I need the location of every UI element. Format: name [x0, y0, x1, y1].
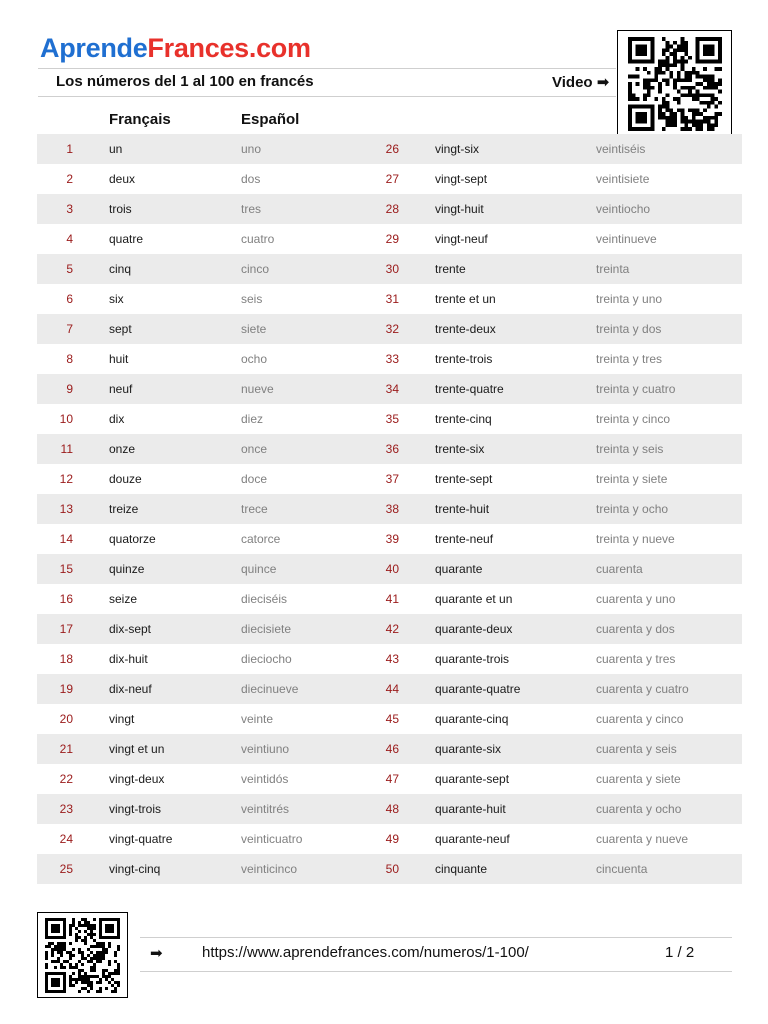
number-left: 24	[59, 832, 73, 846]
qr-code-icon	[45, 918, 120, 993]
french-word-right: vingt-huit	[435, 202, 484, 216]
table-row	[37, 854, 742, 884]
number-right: 31	[385, 292, 399, 306]
french-word-right: quarante-huit	[435, 802, 506, 816]
spanish-word-left: once	[241, 442, 268, 456]
column-header-spanish: Español	[241, 111, 300, 128]
number-right: 41	[385, 592, 399, 606]
french-word-right: trente-trois	[435, 352, 493, 366]
spanish-word-right: treinta y ocho	[596, 502, 669, 516]
number-right: 42	[385, 622, 399, 636]
french-word-right: cinquante	[435, 862, 488, 876]
number-left: 25	[59, 862, 73, 876]
number-left: 5	[66, 262, 73, 276]
french-word-right: trente-deux	[435, 322, 496, 336]
french-word-right: quarante-sept	[435, 772, 510, 786]
spanish-word-left: siete	[241, 322, 267, 336]
french-word-left: neuf	[109, 382, 133, 396]
number-left: 7	[66, 322, 73, 336]
spanish-word-left: diez	[241, 412, 264, 426]
spanish-word-right: treinta y cinco	[596, 412, 671, 426]
number-left: 16	[59, 592, 73, 606]
french-word-left: deux	[109, 172, 136, 186]
spanish-word-left: doce	[241, 472, 268, 486]
number-left: 10	[59, 412, 73, 426]
spanish-word-right: cuarenta y siete	[596, 772, 681, 786]
spanish-word-right: treinta y tres	[596, 352, 663, 366]
number-left: 17	[59, 622, 73, 636]
french-word-right: trente et un	[435, 292, 496, 306]
header-divider-top	[38, 68, 616, 69]
number-right: 50	[385, 862, 399, 876]
spanish-word-right: treinta y dos	[596, 322, 662, 336]
table-row	[37, 524, 742, 554]
number-left: 20	[59, 712, 73, 726]
number-left: 15	[59, 562, 73, 576]
french-word-right: trente-huit	[435, 502, 490, 516]
french-word-left: quinze	[109, 562, 145, 576]
footer-divider-top	[140, 937, 732, 938]
french-word-right: quarante	[435, 562, 483, 576]
french-word-left: trois	[109, 202, 132, 216]
french-word-right: trente-neuf	[435, 532, 494, 546]
spanish-word-left: veinte	[241, 712, 274, 726]
spanish-word-right: cuarenta y nueve	[596, 832, 689, 846]
french-word-right: quarante-six	[435, 742, 502, 756]
table-row	[37, 764, 742, 794]
spanish-word-left: trece	[241, 502, 268, 516]
number-left: 18	[59, 652, 73, 666]
table-row	[37, 284, 742, 314]
spanish-word-left: cuatro	[241, 232, 275, 246]
table-row	[37, 614, 742, 644]
spanish-word-right: cuarenta y tres	[596, 652, 676, 666]
spanish-word-right: cuarenta y cuatro	[596, 682, 689, 696]
spanish-word-left: tres	[241, 202, 262, 216]
french-word-left: vingt et un	[109, 742, 165, 756]
number-right: 48	[385, 802, 399, 816]
number-right: 49	[385, 832, 399, 846]
spanish-word-right: cuarenta	[596, 562, 643, 576]
table-row	[37, 344, 742, 374]
header-divider-bottom	[38, 96, 616, 97]
french-word-right: trente-quatre	[435, 382, 504, 396]
spanish-word-left: veintitrés	[241, 802, 290, 816]
number-right: 35	[385, 412, 399, 426]
table-row	[37, 674, 742, 704]
spanish-word-right: treinta y uno	[596, 292, 663, 306]
footer-divider-bottom	[140, 971, 732, 972]
number-right: 34	[385, 382, 399, 396]
table-row	[37, 434, 742, 464]
spanish-word-left: veinticinco	[241, 862, 298, 876]
number-left: 14	[59, 532, 73, 546]
french-word-left: vingt	[109, 712, 135, 726]
spanish-word-right: cincuenta	[596, 862, 648, 876]
french-word-left: six	[109, 292, 124, 306]
table-row	[37, 584, 742, 614]
spanish-word-left: veintiuno	[241, 742, 290, 756]
number-left: 8	[66, 352, 73, 366]
number-right: 29	[385, 232, 399, 246]
french-word-left: dix	[109, 412, 125, 426]
number-right: 33	[385, 352, 399, 366]
french-word-left: douze	[109, 472, 142, 486]
french-word-right: trente-sept	[435, 472, 493, 486]
french-word-left: vingt-trois	[109, 802, 162, 816]
number-left: 1	[66, 142, 73, 156]
spanish-word-right: veintiséis	[596, 142, 646, 156]
french-word-right: vingt-neuf	[435, 232, 488, 246]
spanish-word-left: quince	[241, 562, 277, 576]
french-word-left: quatre	[109, 232, 144, 246]
french-word-left: sept	[109, 322, 132, 336]
french-word-right: trente	[435, 262, 466, 276]
number-right: 43	[385, 652, 399, 666]
number-right: 46	[385, 742, 399, 756]
number-right: 37	[385, 472, 399, 486]
spanish-word-right: treinta y seis	[596, 442, 664, 456]
spanish-word-left: catorce	[241, 532, 281, 546]
number-left: 23	[59, 802, 73, 816]
french-word-left: seize	[109, 592, 138, 606]
spanish-word-left: seis	[241, 292, 263, 306]
number-left: 19	[59, 682, 73, 696]
spanish-word-left: dieciséis	[241, 592, 288, 606]
number-right: 38	[385, 502, 399, 516]
column-header-french: Français	[109, 111, 171, 128]
qr-code-icon	[628, 37, 722, 131]
table-row	[37, 404, 742, 434]
number-right: 32	[385, 322, 399, 336]
table-row	[37, 794, 742, 824]
french-word-left: huit	[109, 352, 129, 366]
number-right: 27	[385, 172, 399, 186]
spanish-word-right: treinta y siete	[596, 472, 668, 486]
table-row	[37, 464, 742, 494]
spanish-word-left: ocho	[241, 352, 268, 366]
french-word-right: quarante-quatre	[435, 682, 521, 696]
logo-part-frances: Frances.com	[147, 33, 311, 63]
number-left: 13	[59, 502, 73, 516]
spanish-word-right: cuarenta y cinco	[596, 712, 684, 726]
spanish-word-right: veintinueve	[596, 232, 657, 246]
french-word-right: vingt-sept	[435, 172, 488, 186]
french-word-right: quarante-deux	[435, 622, 513, 636]
spanish-word-left: veintidós	[241, 772, 289, 786]
number-left: 6	[66, 292, 73, 306]
french-word-left: quatorze	[109, 532, 156, 546]
spanish-word-left: veinticuatro	[241, 832, 303, 846]
site-logo[interactable]	[40, 32, 311, 64]
number-left: 12	[59, 472, 73, 486]
number-right: 26	[385, 142, 399, 156]
page-qr-code[interactable]	[37, 912, 128, 998]
spanish-word-right: veintisiete	[596, 172, 650, 186]
numbers-table	[37, 134, 742, 884]
spanish-word-right: cuarenta y ocho	[596, 802, 682, 816]
table-row	[37, 824, 742, 854]
spanish-word-right: treinta y nueve	[596, 532, 675, 546]
number-right: 36	[385, 442, 399, 456]
french-word-left: dix-huit	[109, 652, 148, 666]
spanish-word-right: cuarenta y dos	[596, 622, 675, 636]
table-row	[37, 314, 742, 344]
french-word-left: vingt-deux	[109, 772, 165, 786]
page-number: 1 / 2	[665, 944, 695, 961]
french-word-right: quarante-neuf	[435, 832, 510, 846]
logo-part-aprende: Aprende	[40, 33, 148, 63]
table-row	[37, 134, 742, 164]
french-word-right: vingt-six	[435, 142, 480, 156]
page-url-link[interactable]: https://www.aprendefrances.com/numeros/1-100/	[202, 944, 529, 961]
table-row	[37, 734, 742, 764]
french-word-left: dix-sept	[109, 622, 152, 636]
table-row	[37, 554, 742, 584]
spanish-word-left: uno	[241, 142, 262, 156]
french-word-right: trente-cinq	[435, 412, 492, 426]
number-left: 3	[66, 202, 73, 216]
table-row	[37, 164, 742, 194]
french-word-left: cinq	[109, 262, 132, 276]
table-row	[37, 374, 742, 404]
number-right: 28	[385, 202, 399, 216]
video-qr-code[interactable]	[617, 30, 732, 136]
number-left: 11	[60, 442, 73, 456]
spanish-word-left: diecisiete	[241, 622, 292, 636]
spanish-word-left: nueve	[241, 382, 274, 396]
table-row	[37, 494, 742, 524]
spanish-word-left: dieciocho	[241, 652, 292, 666]
french-word-left: vingt-cinq	[109, 862, 161, 876]
spanish-word-right: treinta	[596, 262, 630, 276]
number-right: 39	[385, 532, 399, 546]
arrow-right-icon: ➡	[150, 945, 163, 962]
spanish-word-right: treinta y cuatro	[596, 382, 676, 396]
french-word-left: treize	[109, 502, 139, 516]
french-word-left: vingt-quatre	[109, 832, 173, 846]
page-title: Los números del 1 al 100 en francés	[56, 73, 314, 90]
table-row	[37, 224, 742, 254]
table-row	[37, 704, 742, 734]
number-right: 47	[385, 772, 399, 786]
spanish-word-right: cuarenta y seis	[596, 742, 677, 756]
number-right: 45	[385, 712, 399, 726]
french-word-left: onze	[109, 442, 136, 456]
number-right: 30	[385, 262, 399, 276]
number-left: 9	[66, 382, 73, 396]
french-word-right: quarante-trois	[435, 652, 510, 666]
number-left: 22	[59, 772, 73, 786]
french-word-right: trente-six	[435, 442, 485, 456]
video-link[interactable]: Video ➡	[552, 74, 610, 91]
table-row	[37, 644, 742, 674]
number-right: 44	[385, 682, 399, 696]
spanish-word-right: veintiocho	[596, 202, 651, 216]
number-left: 4	[66, 232, 73, 246]
table-row	[37, 194, 742, 224]
french-word-right: quarante et un	[435, 592, 513, 606]
spanish-word-right: cuarenta y uno	[596, 592, 676, 606]
number-left: 2	[66, 172, 73, 186]
number-right: 40	[385, 562, 399, 576]
spanish-word-left: diecinueve	[241, 682, 299, 696]
french-word-left: un	[109, 142, 123, 156]
french-word-right: quarante-cinq	[435, 712, 509, 726]
spanish-word-left: dos	[241, 172, 261, 186]
french-word-left: dix-neuf	[109, 682, 152, 696]
number-left: 21	[59, 742, 73, 756]
table-row	[37, 254, 742, 284]
spanish-word-left: cinco	[241, 262, 270, 276]
